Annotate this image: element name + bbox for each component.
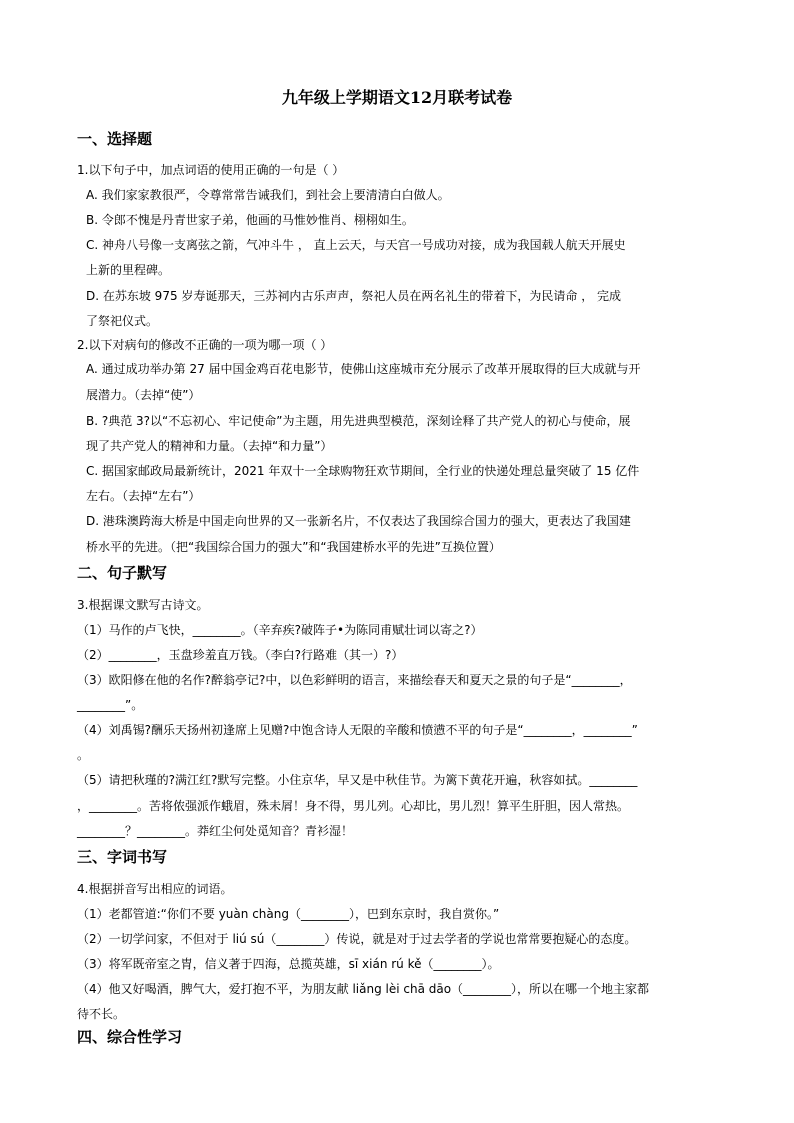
question-3-item-5-cont2: ________？________。莽红尘何处觅知音？青衫湿！ [77, 824, 354, 838]
option-1b: B. 令郎不愧是丹青世家子弟，他画的马惟妙惟肖、栩栩如生。 [86, 213, 414, 227]
section-heading-writing: 三、字词书写 [77, 848, 168, 866]
page-title: 九年级上学期语文12月联考试卷 [281, 88, 513, 107]
option-1d-cont: 了祭祀仪式。 [86, 314, 159, 328]
question-3-item-4: （4）刘禹锡?酬乐天扬州初逢席上见赠?中饱含诗人无限的辛酸和愤懑不平的句子是“________，________” [77, 723, 638, 737]
question-2: 2.以下对病句的修改不正确的一项为哪一项（ ） [77, 338, 333, 352]
question-4-item-1: （1）老都管道:“你们不要 yuàn chàng（________），巴到东京时，我自赏你。” [77, 907, 500, 921]
option-2a-cont: 展潜力。（去掉“使”） [86, 388, 201, 402]
question-4-item-2: （2）一切学问家，不但对于 liú sú（________）传说，就是对于过去学者的学说也常常要抱疑心的态度。 [77, 932, 637, 946]
question-4: 4.根据拼音写出相应的词语。 [77, 882, 233, 896]
section-heading-recitation: 二、句子默写 [77, 564, 168, 582]
question-3-item-4-cont: 。 [77, 748, 90, 762]
option-2c-cont: 左右。（去掉“左右”） [86, 489, 201, 503]
question-3-item-3-cont: ________”。 [77, 698, 144, 712]
question-3: 3.根据课文默写古诗文。 [77, 598, 209, 612]
question-4-item-3: （3）将军既帝室之胄，信义著于四海，总揽英雄，sī xián rú kě（________）。 [77, 957, 500, 971]
option-1d: D. 在苏东坡 975 岁寿诞那天，三苏祠内古乐声声，祭祀人员在两名礼生的带着下，为民请命 ， 完成 [86, 289, 622, 303]
option-1c: C. 神舟八号像一支离弦之箭，气冲斗牛 ， 直上云天，与天宫一号成功对接，成为我国载人航天开展史 [86, 238, 626, 252]
question-3-item-1: （1）马作的卢飞快，________。（辛弃疾?破阵子•为陈同甫赋壮词以寄之?） [77, 623, 483, 637]
option-2d-cont: 桥水平的先进。（把“我国综合国力的强大”和“我国建桥水平的先进”互换位置） [86, 540, 501, 554]
question-3-item-5: （5）请把秋瑾的?满江红?默写完整。小住京华，早又是中秋佳节。为篱下黄花开遍，秋容如拭。________ [77, 773, 638, 787]
question-3-item-5-cont: ，________。苦将侬强派作蛾眉，殊未屑！身不得，男儿列。心却比，男儿烈！算平生肝胆，因人常热。 [77, 799, 630, 813]
option-2b-cont: 现了共产党人的精神和力量。（去掉“和力量”） [86, 439, 333, 453]
option-2d: D. 港珠澳跨海大桥是中国走向世界的又一张新名片，不仅表达了我国综合国力的强大，更表达了我国建 [86, 514, 631, 528]
option-1c-cont: 上新的里程碑。 [86, 263, 171, 277]
section-heading-choice: 一、选择题 [77, 130, 153, 148]
section-heading-comprehensive: 四、综合性学习 [77, 1028, 183, 1046]
question-3-item-3: （3）欧阳修在他的名作?醉翁亭记?中，以色彩鲜明的语言，来描绘春天和夏天之景的句子是“________， [77, 673, 632, 687]
question-3-item-2: （2）________，玉盘珍羞直万钱。（李白?行路难（其一）?） [77, 648, 404, 662]
question-1: 1.以下句子中，加点词语的使用正确的一句是（ ） [77, 163, 345, 177]
option-2b: B. ?典范 3?以“不忘初心、牢记使命”为主题，用先进典型模范，深刻诠释了共产党人的初心与使命，展 [86, 414, 631, 428]
option-2c: C. 据国家邮政局最新统计，2021 年双十一全球购物狂欢节期间，全行业的快递处理总量突破了 15 亿件 [86, 464, 640, 478]
question-4-item-4: （4）他又好喝酒，脾气大，爱打抱不平，为朋友献 liǎng lèi chā dāo（________），所以在哪一个地主家都 [77, 982, 650, 996]
question-4-item-4-cont: 待不长。 [77, 1007, 126, 1021]
option-2a: A. 通过成功举办第 27 届中国金鸡百花电影节，使佛山这座城市充分展示了改革开展取得的巨大成就与开 [86, 362, 641, 376]
option-1a: A. 我们家家教很严，令尊常常告诫我们，到社会上要清清白白做人。 [86, 188, 450, 202]
